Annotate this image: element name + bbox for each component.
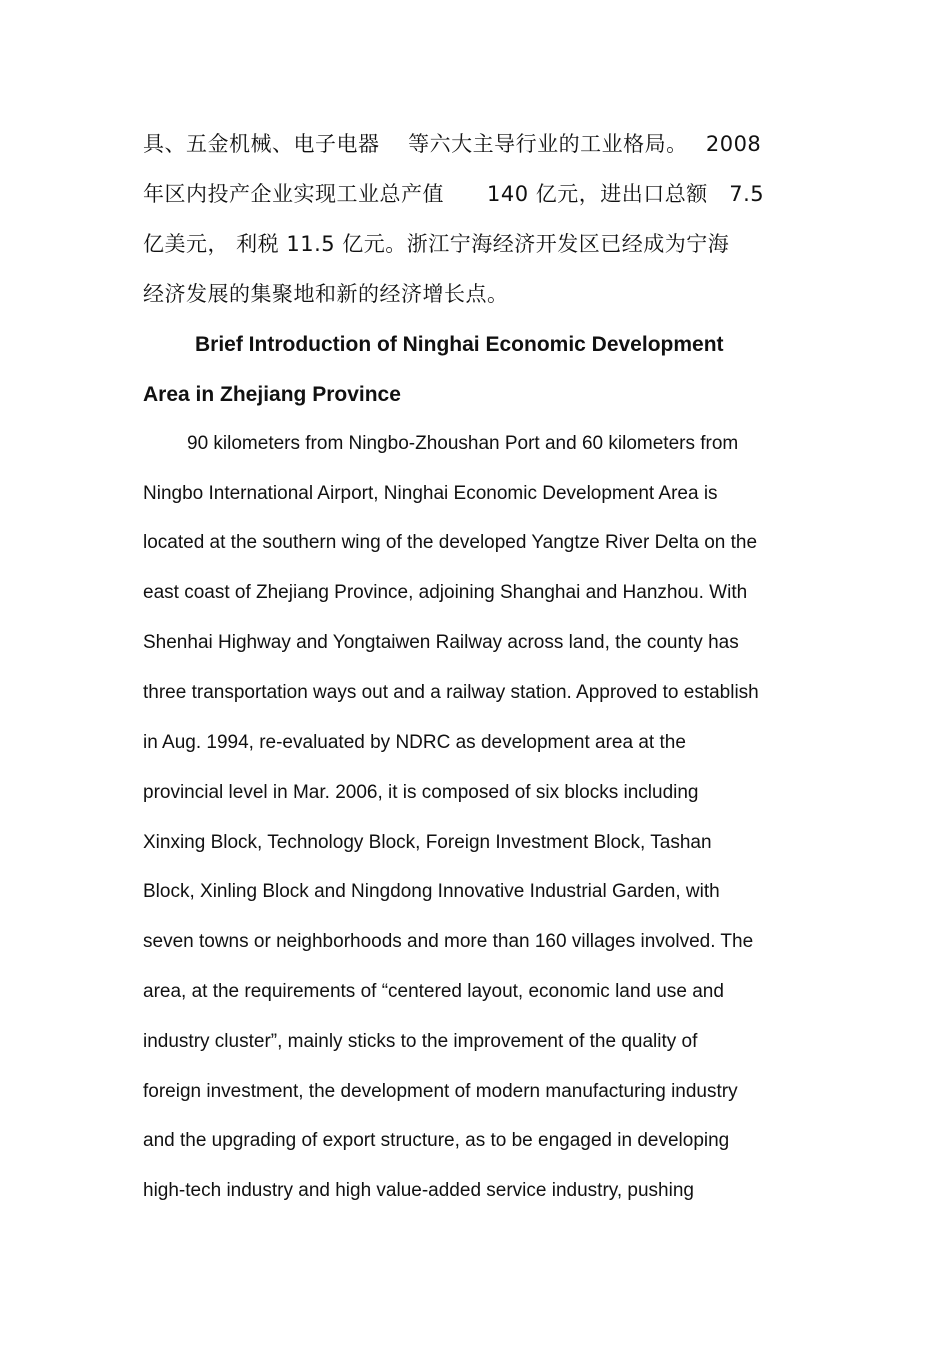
chinese-text-line: 具、五金机械、电子电器 等六大主导行业的工业格局。 2008: [143, 132, 762, 156]
body-text-line: 90 kilometers from Ningbo-Zhoushan Port and 60 kilometers from: [187, 433, 739, 454]
body-text-line: and the upgrading of export structure, as to be engaged in developing: [143, 1130, 730, 1151]
body-text-line: Block, Xinling Block and Ningdong Innovative Industrial Garden, with: [143, 881, 720, 902]
body-text-line: Ningbo International Airport, Ninghai Economic Development Area is: [143, 483, 718, 504]
body-text-line: three transportation ways out and a railway station. Approved to establish: [143, 682, 759, 703]
body-text-line: in Aug. 1994, re-evaluated by NDRC as development area at the: [143, 732, 686, 753]
section-heading: Area in Zhejiang Province: [143, 383, 401, 406]
chinese-text-line: 经济发展的集聚地和新的经济增长点。: [143, 282, 509, 306]
chinese-text-line: 年区内投产企业实现工业总产值 140 亿元，进出口总额 7.5: [143, 182, 765, 206]
section-heading: Brief Introduction of Ninghai Economic Development: [195, 333, 724, 356]
body-text-line: seven towns or neighborhoods and more than 160 villages involved. The: [143, 931, 754, 952]
body-text-line: Shenhai Highway and Yongtaiwen Railway across land, the county has: [143, 632, 739, 653]
body-text-line: high-tech industry and high value-added service industry, pushing: [143, 1180, 694, 1201]
body-text-line: located at the southern wing of the developed Yangtze River Delta on the: [143, 532, 758, 553]
body-text-line: area, at the requirements of “centered layout, economic land use and: [143, 981, 724, 1002]
body-text-line: industry cluster”, mainly sticks to the improvement of the quality of: [143, 1031, 698, 1052]
body-text-line: Xinxing Block, Technology Block, Foreign Investment Block, Tashan: [143, 832, 712, 853]
body-text-line: east coast of Zhejiang Province, adjoining Shanghai and Hanzhou. With: [143, 582, 748, 603]
chinese-text-line: 亿美元， 利税 11.5 亿元。浙江宁海经济开发区已经成为宁海: [143, 232, 730, 256]
body-text-line: foreign investment, the development of modern manufacturing industry: [143, 1081, 738, 1102]
body-text-line: provincial level in Mar. 2006, it is composed of six blocks including: [143, 782, 699, 803]
